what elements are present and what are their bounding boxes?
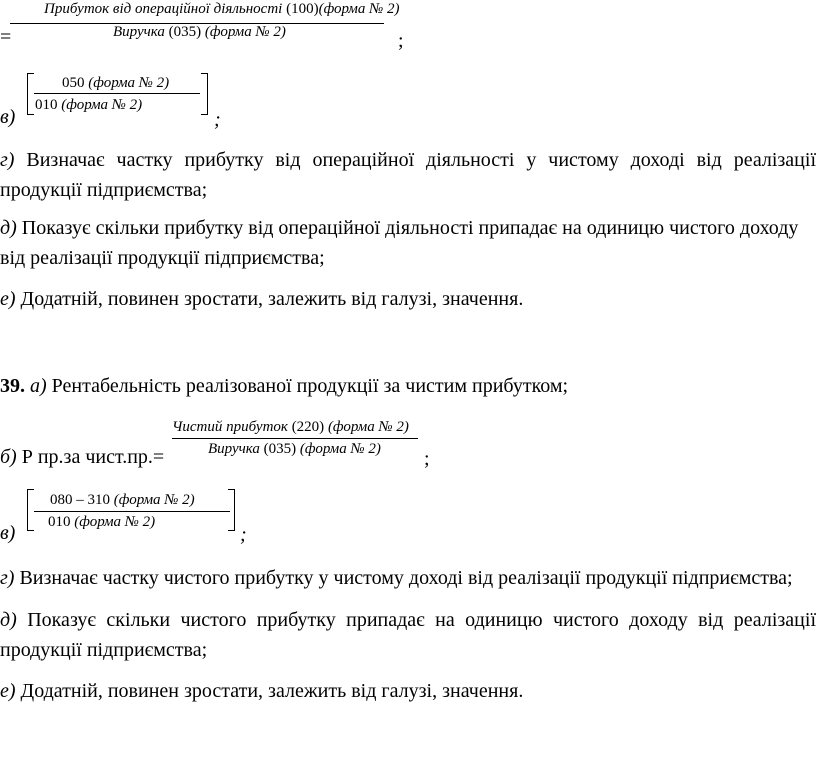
block2-g-text: Визначає частку чистого прибутку у чистому доході від реалізації продукції підприємства; xyxy=(19,567,793,589)
block2-g-label: г) xyxy=(0,567,15,589)
formula2-den-text: Виручка xyxy=(208,441,260,457)
formula2v-semicolon: ; xyxy=(240,524,247,546)
block1-g-label: г) xyxy=(0,149,15,171)
formula1-den-form: (форма № 2) xyxy=(204,24,286,40)
block1-paragraph-g xyxy=(0,145,816,205)
formula1v-num-form: (форма № 2) xyxy=(88,75,170,91)
formula1v-left-bracket xyxy=(27,73,34,115)
formula2-lhs xyxy=(0,446,164,468)
block2-d-label: д) xyxy=(0,609,17,631)
formula2-den-form: (форма № 2) xyxy=(299,441,381,457)
formula2v-fraction-bar xyxy=(34,511,230,512)
formula2-denominator xyxy=(208,440,381,458)
formula2-numerator xyxy=(172,418,409,436)
formula1-den-code: (035) xyxy=(168,24,202,40)
formula2v-den-code: 010 xyxy=(48,514,71,530)
formula1v-label: в) xyxy=(0,106,16,128)
formula2-b-text: Р пр.за чист.пр.= xyxy=(21,446,165,468)
block2-d-text: Показує скільки чистого прибутку припадає на одиницю чистого доходу від реалізації продукції підприємства; xyxy=(0,609,816,661)
block1-d-text: Показує скільки прибутку від операційної діяльності припадає на одиницю чистого доходу від реалізації продукції підприємства; xyxy=(0,217,799,269)
formula1-denominator xyxy=(113,23,286,41)
block2-paragraph-d xyxy=(0,605,816,665)
formula2v-left-bracket xyxy=(27,489,34,531)
item-39-number: 39. xyxy=(0,375,25,397)
formula1v-semicolon: ; xyxy=(214,109,221,131)
block2-e-text: Додатній, повинен зростати, залежить від галузі, значення. xyxy=(20,680,524,702)
formula2-semicolon: ; xyxy=(424,448,430,470)
block1-paragraph-e xyxy=(0,284,816,314)
formula2-num-code: (220) xyxy=(291,419,325,435)
item-39-a-label: а) xyxy=(30,375,47,397)
formula2v-label: в) xyxy=(0,522,16,544)
formula2v-den-form: (форма № 2) xyxy=(74,514,156,530)
block1-d-label: д) xyxy=(0,217,17,239)
formula1v-num-code: 050 xyxy=(62,75,85,91)
formula1v-denominator xyxy=(35,96,142,114)
formula1-semicolon: ; xyxy=(398,30,404,52)
block1-paragraph-d xyxy=(0,213,816,273)
item-39-a-text: Рентабельність реалізованої продукції за чистим прибутком; xyxy=(51,375,569,397)
formula1v-den-form: (форма № 2) xyxy=(61,97,143,113)
formula1-num-text: Прибуток від операційної діяльності xyxy=(44,1,283,17)
formula1v-right-bracket xyxy=(201,73,208,115)
formula2v-num-form: (форма № 2) xyxy=(113,492,195,508)
formula1v-den-code: 010 xyxy=(35,97,58,113)
item-39-heading xyxy=(0,371,816,401)
formula1-den-text: Виручка xyxy=(113,24,165,40)
formula2-den-code: (035) xyxy=(263,441,297,457)
block1-e-text: Додатній, повинен зростати, залежить від галузі, значення. xyxy=(20,288,524,310)
formula2v-num-code: 080 – 310 xyxy=(50,492,110,508)
block2-e-label: е) xyxy=(0,680,16,702)
formula2v-numerator xyxy=(50,491,195,509)
block2-paragraph-g xyxy=(0,563,816,593)
block2-paragraph-e xyxy=(0,676,816,706)
formula2-num-form: (форма № 2) xyxy=(327,419,409,435)
formula1-num-form: (форма № 2) xyxy=(318,1,400,17)
formula1v-numerator xyxy=(62,74,169,92)
formula2-fraction-bar xyxy=(172,438,418,439)
formula1-num-code: (100) xyxy=(286,1,319,17)
block1-e-label: е) xyxy=(0,288,16,310)
formula1-numerator xyxy=(44,0,400,18)
formula2-b-label: б) xyxy=(0,446,17,468)
formula1-equals: = xyxy=(0,26,12,48)
formula2v-right-bracket xyxy=(228,489,235,531)
formula2v-denominator xyxy=(48,513,155,531)
formula2-num-text: Чистий прибуток xyxy=(172,419,288,435)
formula1v-fraction-bar xyxy=(34,93,200,94)
block1-g-text: Визначає частку прибутку від операційної діяльності у чистому доході від реалізації продукції підприємства; xyxy=(0,149,816,201)
